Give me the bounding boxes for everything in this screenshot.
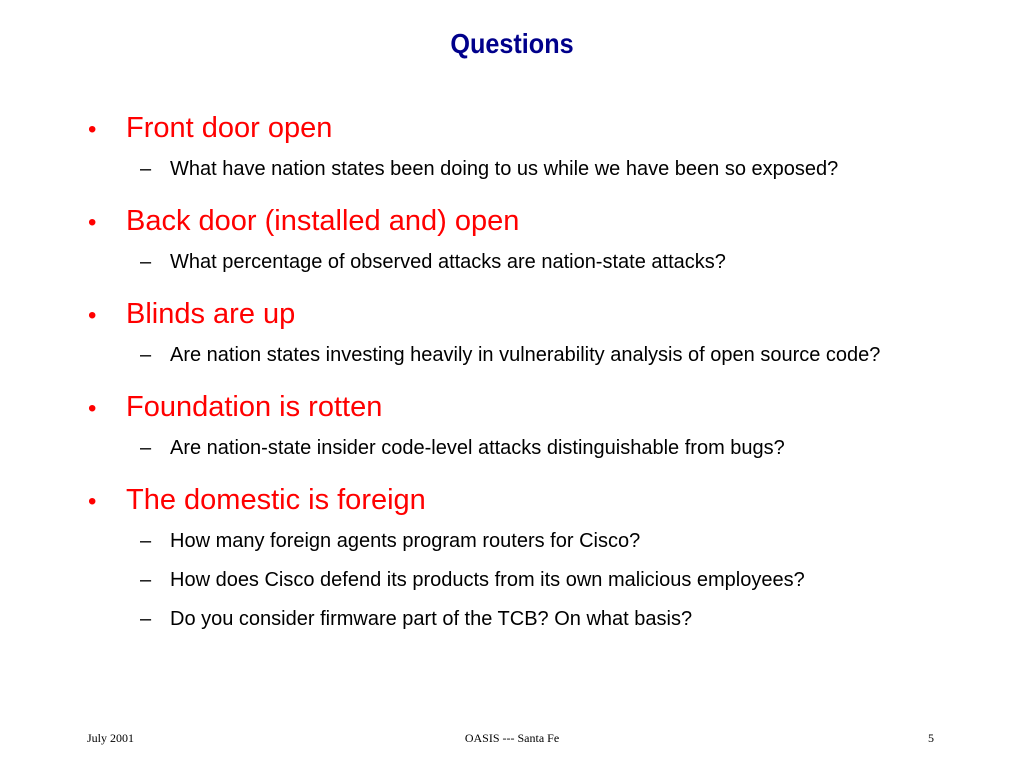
sub-dash: –: [140, 158, 152, 180]
bullet-label: The domestic is foreign: [126, 484, 426, 516]
slide-title: Questions: [450, 28, 574, 59]
bullet-label: Foundation is rotten: [126, 391, 383, 423]
sub-item: [140, 530, 988, 569]
bullet-item: [88, 205, 988, 251]
footer-event: OASIS --- Santa Fe: [464, 731, 560, 745]
sub-item: [140, 608, 988, 647]
sub-item: [140, 251, 988, 290]
sub-label: Are nation-state insider code-level attacks distinguishable from bugs?: [170, 437, 785, 459]
bullet-label: Front door open: [126, 112, 333, 144]
sub-label: Are nation states investing heavily in vulnerability analysis of open source code?: [170, 344, 881, 366]
sub-label: What percentage of observed attacks are nation-state attacks?: [170, 251, 726, 273]
bullet-dot: •: [88, 395, 97, 422]
bullet-dot: •: [88, 302, 97, 329]
sub-dash: –: [140, 251, 152, 273]
bullet-list: [88, 104, 988, 647]
sub-dash: –: [140, 569, 152, 591]
bullet-dot: •: [88, 209, 97, 236]
bullet-label: Back door (installed and) open: [126, 205, 520, 237]
bullet-item: [88, 484, 988, 530]
bullet-item: [88, 112, 988, 158]
sub-dash: –: [140, 344, 152, 366]
sub-label: How many foreign agents program routers for Cisco?: [170, 530, 641, 552]
sub-item: [140, 158, 988, 197]
bullet-item: [88, 391, 988, 437]
bullet-item: [88, 298, 988, 344]
footer-page-number: 5: [928, 731, 934, 745]
bullet-dot: •: [88, 488, 97, 515]
sub-item: [140, 569, 988, 608]
sub-label: How does Cisco defend its products from its own malicious employees?: [170, 569, 805, 591]
sub-item: [140, 437, 988, 476]
sub-item: [140, 344, 988, 383]
sub-dash: –: [140, 530, 152, 552]
bullet-label: Blinds are up: [126, 298, 296, 330]
sub-label: Do you consider firmware part of the TCB? On what basis?: [170, 608, 693, 630]
footer-date: July 2001: [87, 731, 135, 745]
sub-dash: –: [140, 608, 152, 630]
sub-label: What have nation states been doing to us while we have been so exposed?: [170, 158, 839, 180]
bullet-dot: •: [88, 116, 97, 143]
sub-dash: –: [140, 437, 152, 459]
